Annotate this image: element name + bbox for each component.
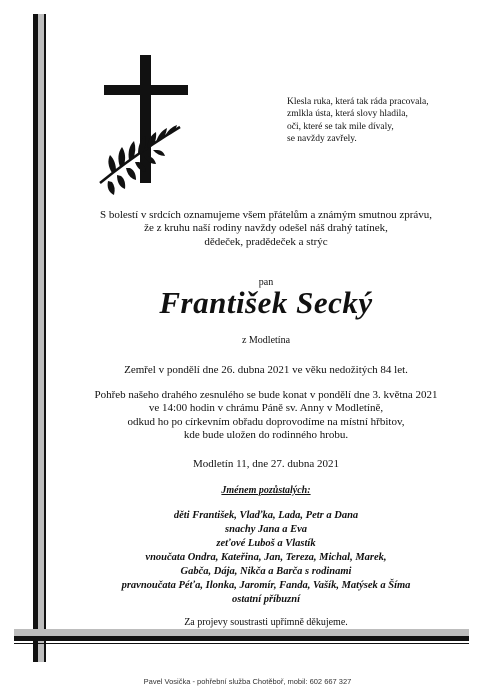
mourners-line: zeťové Luboš a Vlastík	[216, 538, 316, 549]
funeral-line: kde bude uložen do rodinného hrobu.	[183, 429, 349, 442]
title-prefix: pan	[258, 277, 274, 288]
mourners-line: ostatní příbuzní	[232, 594, 300, 605]
funeral-service-footer: Pavel Vosička - pohřební služba Chotěboř, mobil: 602 667 327	[143, 677, 352, 686]
funeral-line: Pohřeb našeho drahého zesnulého se bude konat v pondělí dne 3. května 2021	[94, 389, 438, 401]
poem-line: Klesla ruka, která tak ráda pracovala,	[287, 97, 429, 107]
mourners-list	[46, 509, 486, 607]
deceased-origin: z Modletína	[241, 335, 291, 346]
poem-line: zmlkla ústa, která slovy hladila,	[287, 109, 408, 120]
frame-horizontal-black	[14, 636, 469, 641]
mourners-line: Gabča, Dája, Nikča a Barča s rodinami	[180, 566, 352, 577]
mourners-heading: Jménem pozůstalých:	[221, 485, 311, 496]
announcement-line: že z kruhu naší rodiny navždy odešel náš drahý tatínek,	[144, 222, 388, 235]
funeral-details	[46, 389, 486, 443]
frame-horizontal-thin	[14, 643, 469, 644]
mourners-line: snachy Jana a Eva	[225, 524, 307, 535]
mourners-line: vnoučata Ondra, Kateřina, Jan, Tereza, Michal, Marek,	[145, 552, 387, 563]
death-notice: Zemřel v pondělí dne 26. dubna 2021 ve věku nedožitých 84 let.	[124, 364, 408, 376]
funeral-line: ve 14:00 hodin v chrámu Páně sv. Anny v Modletíně,	[148, 402, 384, 415]
cross-with-palm-branch-icon	[92, 55, 202, 195]
announcement	[46, 209, 486, 249]
place-and-date: Modletín 11, dne 27. dubna 2021	[193, 458, 339, 470]
announcement-line: S bolestí v srdcích oznamujeme všem přátelům a známým smutnou zprávu,	[99, 209, 433, 221]
mourners-line: děti František, Vlaďka, Lada, Petr a Dana	[173, 510, 359, 521]
mourners-line: pravnoučata Péťa, Ilonka, Jaromír, Fanda, Vašík, Matýsek a Šíma	[121, 580, 411, 591]
poem-line: oči, které se tak mile dívaly,	[287, 121, 394, 132]
funeral-line: odkud ho po církevním obřadu doprovodíme na místní hřbitov,	[127, 415, 405, 428]
thanks-note: Za projevy soustrasti upřímně děkujeme.	[184, 617, 348, 628]
announcement-line: dědeček, pradědeček a strýc	[204, 235, 328, 248]
frame-horizontal-grey	[14, 629, 469, 636]
memorial-poem	[287, 96, 467, 146]
deceased-name: František Secký	[159, 285, 373, 320]
poem-line: se navždy zavřely.	[287, 134, 357, 145]
